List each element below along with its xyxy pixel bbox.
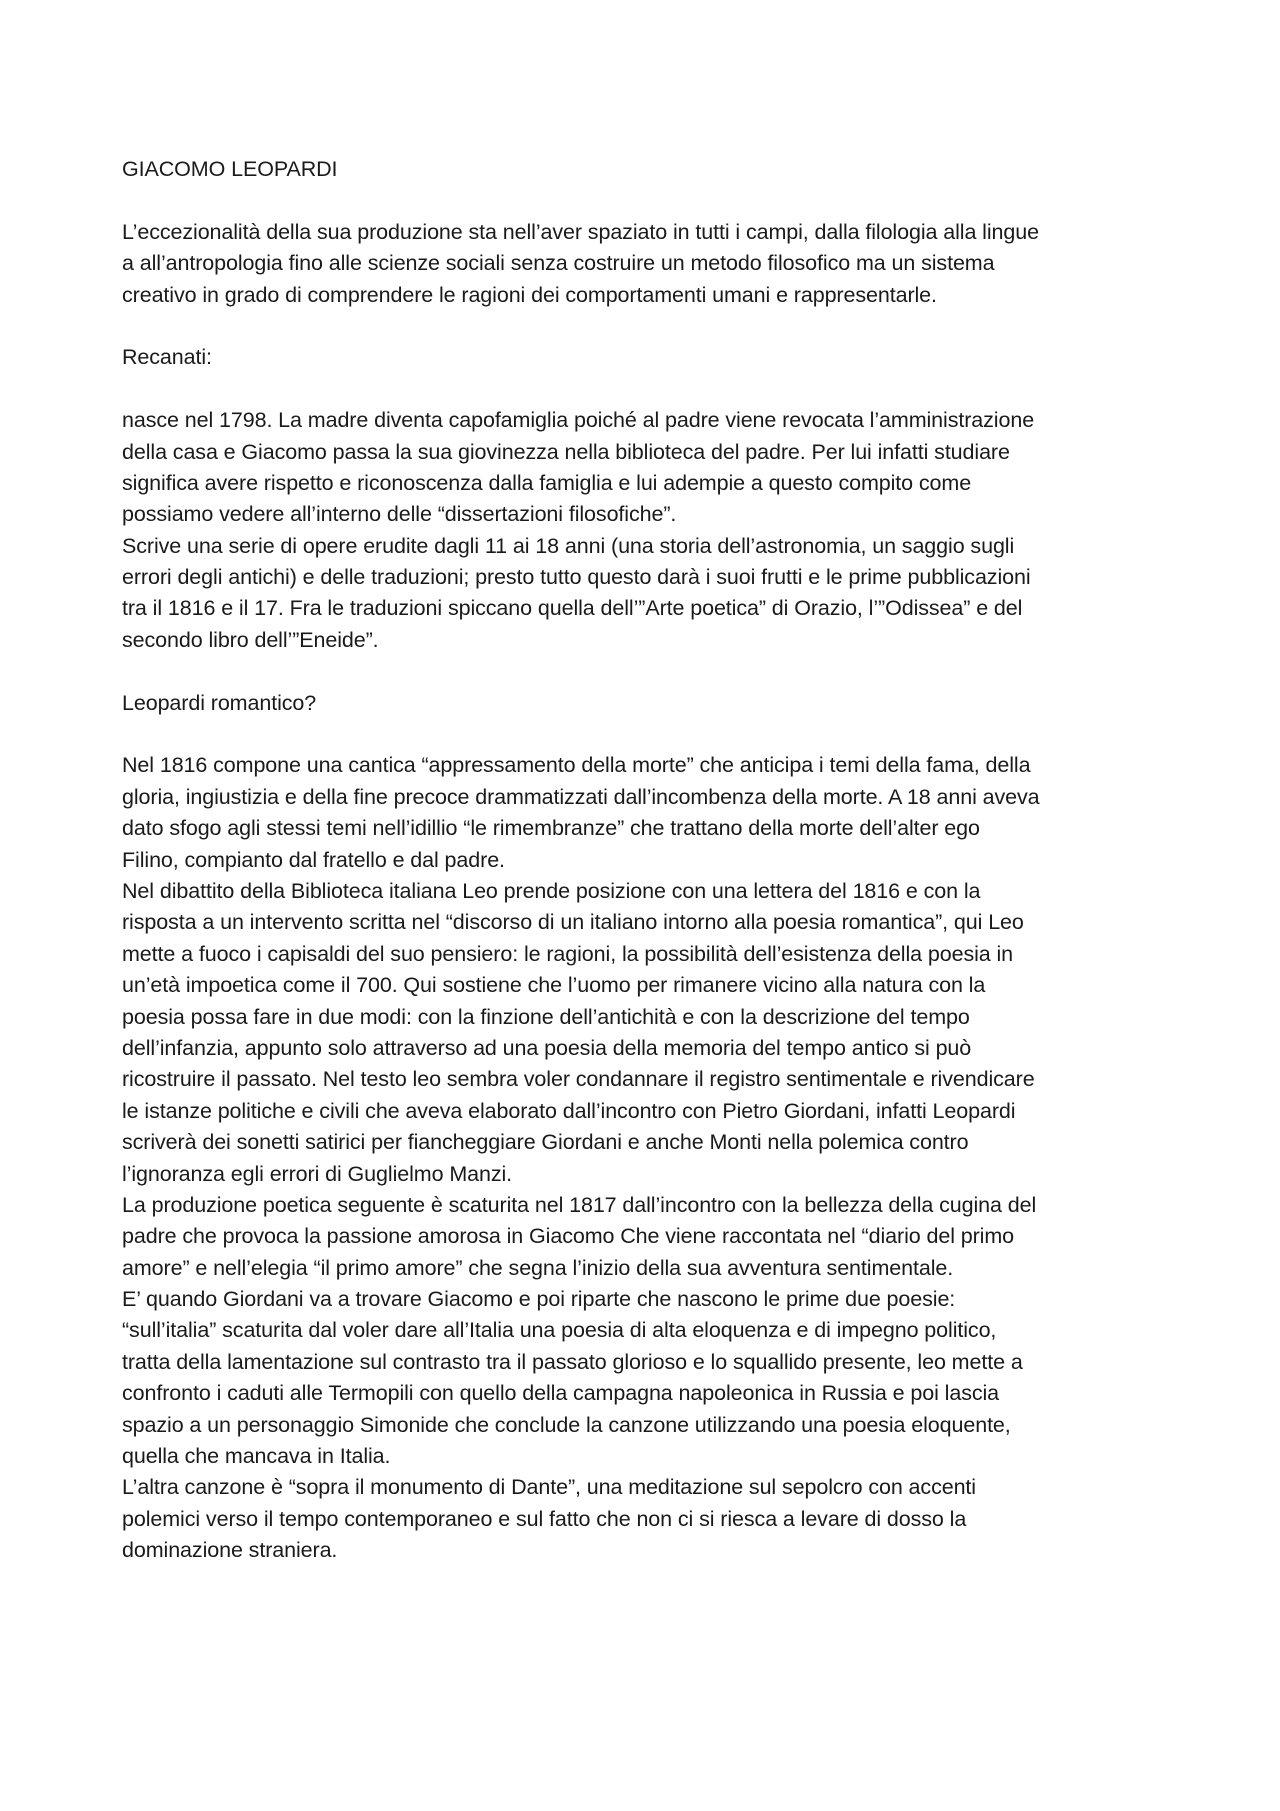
text-line: poesia possa fare in due modi: con la finzione dell’antichità e con la descrizione del tempo: [122, 1004, 970, 1029]
paragraph-spacer: [122, 719, 1167, 750]
text-line: L’eccezionalità della sua produzione sta nell’aver spaziato in tutti i campi, dalla filologia alla lingue: [122, 219, 1039, 244]
text-line: padre che provoca la passione amorosa in Giacomo Che viene raccontata nel “diario del primo: [122, 1224, 1015, 1249]
text-line: dominazione straniera.: [122, 1538, 338, 1563]
text-line: L’altra canzone è “sopra il monumento di Dante”, una meditazione sul sepolcro con accenti: [122, 1475, 976, 1500]
text-line: tra il 1816 e il 17. Fra le traduzioni spiccano quella dell’”Arte poetica” di Orazio, l’”Odissea” e del: [122, 596, 1023, 621]
text-line: l’ignoranza egli errori di Guglielmo Manzi.: [122, 1161, 513, 1186]
section-heading-recanati: Recanati:: [122, 345, 212, 370]
document-title: GIACOMO LEOPARDI: [122, 157, 338, 181]
paragraph-spacer: [122, 311, 1167, 342]
text-line: Filino, compianto dal fratello e dal padre.: [122, 847, 505, 872]
text-line: dell’infanzia, appunto solo attraverso ad una poesia della memoria del tempo antico si può: [122, 1035, 972, 1060]
text-line: risposta a un intervento scritta nel “discorso di un italiano intorno alla poesia romantica”, qui Leo: [122, 910, 1024, 935]
text-line: spazio a un personaggio Simonide che conclude la canzone utilizzando una poesia eloquente,: [122, 1412, 1011, 1437]
text-line: scriverà dei sonetti satirici per fiancheggiare Giordani e anche Monti nella polemica contro: [122, 1130, 969, 1155]
text-line: La produzione poetica seguente è scaturita nel 1817 dall’incontro con la bellezza della cugina del: [122, 1192, 1037, 1217]
paragraph-spacer: [122, 185, 1167, 216]
text-line: mette a fuoco i capisaldi del suo pensiero: le ragioni, la possibilità dell’esistenza della poesia in: [122, 941, 1014, 966]
text-line: E’ quando Giordani va a trovare Giacomo e poi riparte che nascono le prime due poesie:: [122, 1287, 956, 1312]
paragraph-spacer: [122, 656, 1167, 687]
document-body: [122, 154, 1167, 1567]
text-line: Nel 1816 compone una cantica “appressamento della morte” che anticipa i temi della fama, della: [122, 753, 1031, 778]
text-line: confronto i caduti alle Termopili con quello della campagna napoleonica in Russia e poi lascia: [122, 1381, 1000, 1406]
text-line: gloria, ingiustizia e della fine precoce drammatizzati dall’incombenza della morte. A 18 anni aveva: [122, 784, 1040, 809]
text-line: secondo libro dell’”Eneide”.: [122, 627, 379, 652]
text-line: ricostruire il passato. Nel testo leo sembra voler condannare il registro sentimentale e rivendicare: [122, 1067, 1035, 1092]
intro-paragraph: [122, 217, 1167, 311]
text-line: tratta della lamentazione sul contrasto tra il passato glorioso e lo squallido presente, leo mette a: [122, 1349, 1023, 1374]
text-line: nasce nel 1798. La madre diventa capofamiglia poiché al padre viene revocata l’amministrazione: [122, 408, 1035, 433]
text-line: Scrive una serie di opere erudite dagli 11 ai 18 anni (una storia dell’astronomia, un saggio sugli: [122, 533, 1015, 558]
paragraph-spacer: [122, 374, 1167, 405]
text-line: possiamo vedere all’interno delle “dissertazioni filosofiche”.: [122, 502, 677, 527]
leopardi-romantico-paragraph: [122, 750, 1167, 1566]
text-line: le istanze politiche e civili che aveva elaborato dall’incontro con Pietro Giordani, infatti Leopardi: [122, 1098, 1016, 1123]
text-line: Nel dibattito della Biblioteca italiana Leo prende posizione con una lettera del 1816 e con la: [122, 878, 981, 903]
text-line: “sull’italia” scaturita dal voler dare all’Italia una poesia di alta eloquenza e di impegno politico,: [122, 1318, 997, 1343]
text-line: quella che mancava in Italia.: [122, 1444, 391, 1469]
text-line: errori degli antichi) e delle traduzioni; presto tutto questo darà i suoi frutti e le prime pubblicazioni: [122, 565, 1031, 590]
text-line: amore” e nell’elegia “il primo amore” che segna l’inizio della sua avventura sentimentale.: [122, 1255, 954, 1280]
text-line: della casa e Giacomo passa la sua giovinezza nella biblioteca del padre. Per lui infatti studiare: [122, 439, 1010, 464]
text-line: un’età impoetica come il 700. Qui sostiene che l’uomo per rimanere vicino alla natura con la: [122, 973, 986, 998]
text-line: polemici verso il tempo contemporaneo e sul fatto che non ci si riesca a levare di dosso la: [122, 1506, 967, 1531]
text-line: a all’antropologia fino alle scienze sociali senza costruire un metodo filosofico ma un sistema: [122, 251, 995, 276]
section-heading-leopardi-romantico: Leopardi romantico?: [122, 690, 317, 715]
recanati-paragraph: [122, 405, 1167, 656]
text-line: dato sfogo agli stessi temi nell’idillio “le rimembranze” che trattano della morte dell’alter ego: [122, 816, 980, 841]
text-line: creativo in grado di comprendere le ragioni dei comportamenti umani e rappresentarle.: [122, 282, 937, 307]
text-line: significa avere rispetto e riconoscenza dalla famiglia e lui adempie a questo compito come: [122, 470, 972, 495]
